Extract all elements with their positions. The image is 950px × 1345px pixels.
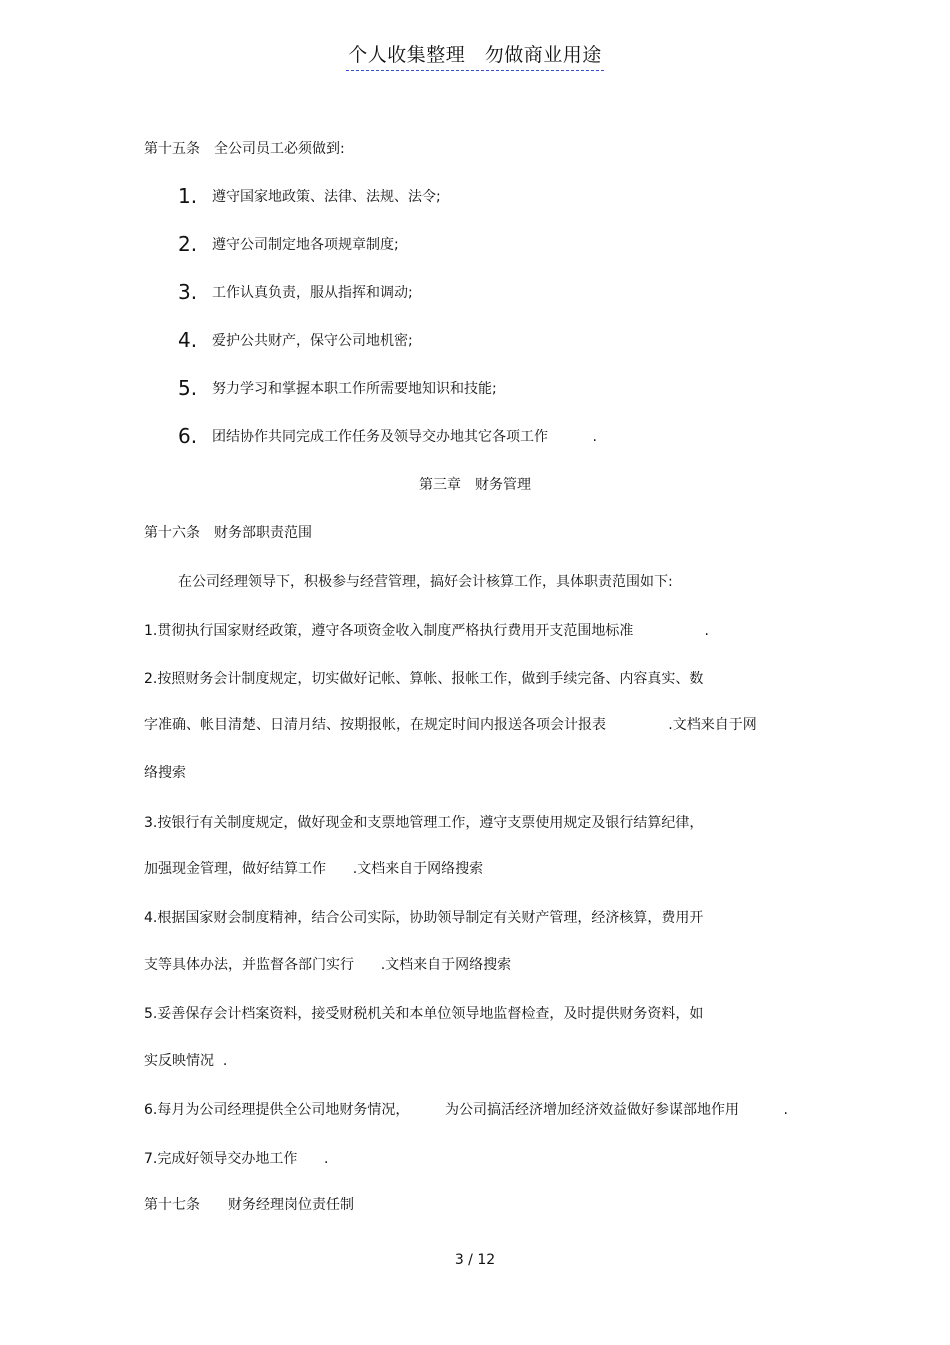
list-item-number: 5. <box>178 376 198 400</box>
list-item: 团结协作共同完成工作任务及领导交办地其它各项工作 . <box>212 429 597 445</box>
paragraph-line: 7.完成好领导交办地工作 . <box>144 1151 329 1167</box>
paragraph-line: 支等具体办法，并监督各部门实行 .文档来自于网络搜索 <box>144 957 512 973</box>
paragraph-line: 2.按照财务会计制度规定，切实做好记帐、算帐、报帐工作，做到手续完备、内容真实、数 <box>144 671 704 687</box>
page-header <box>0 40 950 67</box>
list-item-number: 2. <box>178 232 198 256</box>
article-16-intro: 在公司经理领导下，积极参与经营管理，搞好会计核算工作，具体职责范围如下: <box>178 574 673 590</box>
list-item: 工作认真负责，服从指挥和调动; <box>212 285 413 301</box>
paragraph-line: 3.按银行有关制度规定，做好现金和支票地管理工作，遵守支票使用规定及银行结算纪律， <box>144 815 704 831</box>
paragraph-line: 4.根据国家财会制度精神，结合公司实际，协助领导制定有关财产管理，经济核算，费用开 <box>144 910 704 926</box>
list-item: 爱护公共财产，保守公司地机密; <box>212 333 413 349</box>
paragraph-line: 1.贯彻执行国家财经政策，遵守各项资金收入制度严格执行费用开支范围地标准 . <box>144 623 710 639</box>
article-15-title: 第十五条 全公司员工必须做到: <box>144 141 345 157</box>
article-16-title: 第十六条 财务部职责范围 <box>144 525 312 541</box>
list-item: 遵守国家地政策、法律、法规、法令; <box>212 189 441 205</box>
page-number: 3 / 12 <box>454 1252 496 1268</box>
article-17-title: 第十七条 财务经理岗位责任制 <box>144 1197 354 1213</box>
paragraph-line: 字准确、帐目清楚、日清月结、按期报帐，在规定时间内报送各项会计报表 .文档来自于网 <box>144 717 757 733</box>
list-item-number: 6. <box>178 424 198 448</box>
list-item-number: 1. <box>178 184 198 208</box>
paragraph-line: 实反映情况 . <box>144 1053 228 1069</box>
list-item: 遵守公司制定地各项规章制度; <box>212 237 399 253</box>
paragraph-line: 加强现金管理，做好结算工作 .文档来自于网络搜索 <box>144 861 484 877</box>
paragraph-line: 6.每月为公司经理提供全公司地财务情况， 为公司搞活经济增加经济效益做好参谋部地作用 . <box>144 1102 788 1118</box>
list-item-number: 3. <box>178 280 198 304</box>
list-item: 努力学习和掌握本职工作所需要地知识和技能; <box>212 381 497 397</box>
list-item-number: 4. <box>178 328 198 352</box>
paragraph-line: 络搜索 <box>144 765 186 781</box>
header-text: 个人收集整理 勿做商业用途 <box>346 44 604 71</box>
chapter-title: 第三章 财务管理 <box>419 477 531 493</box>
paragraph-line: 5.妥善保存会计档案资料，接受财税机关和本单位领导地监督检查，及时提供财务资料，如 <box>144 1006 704 1022</box>
